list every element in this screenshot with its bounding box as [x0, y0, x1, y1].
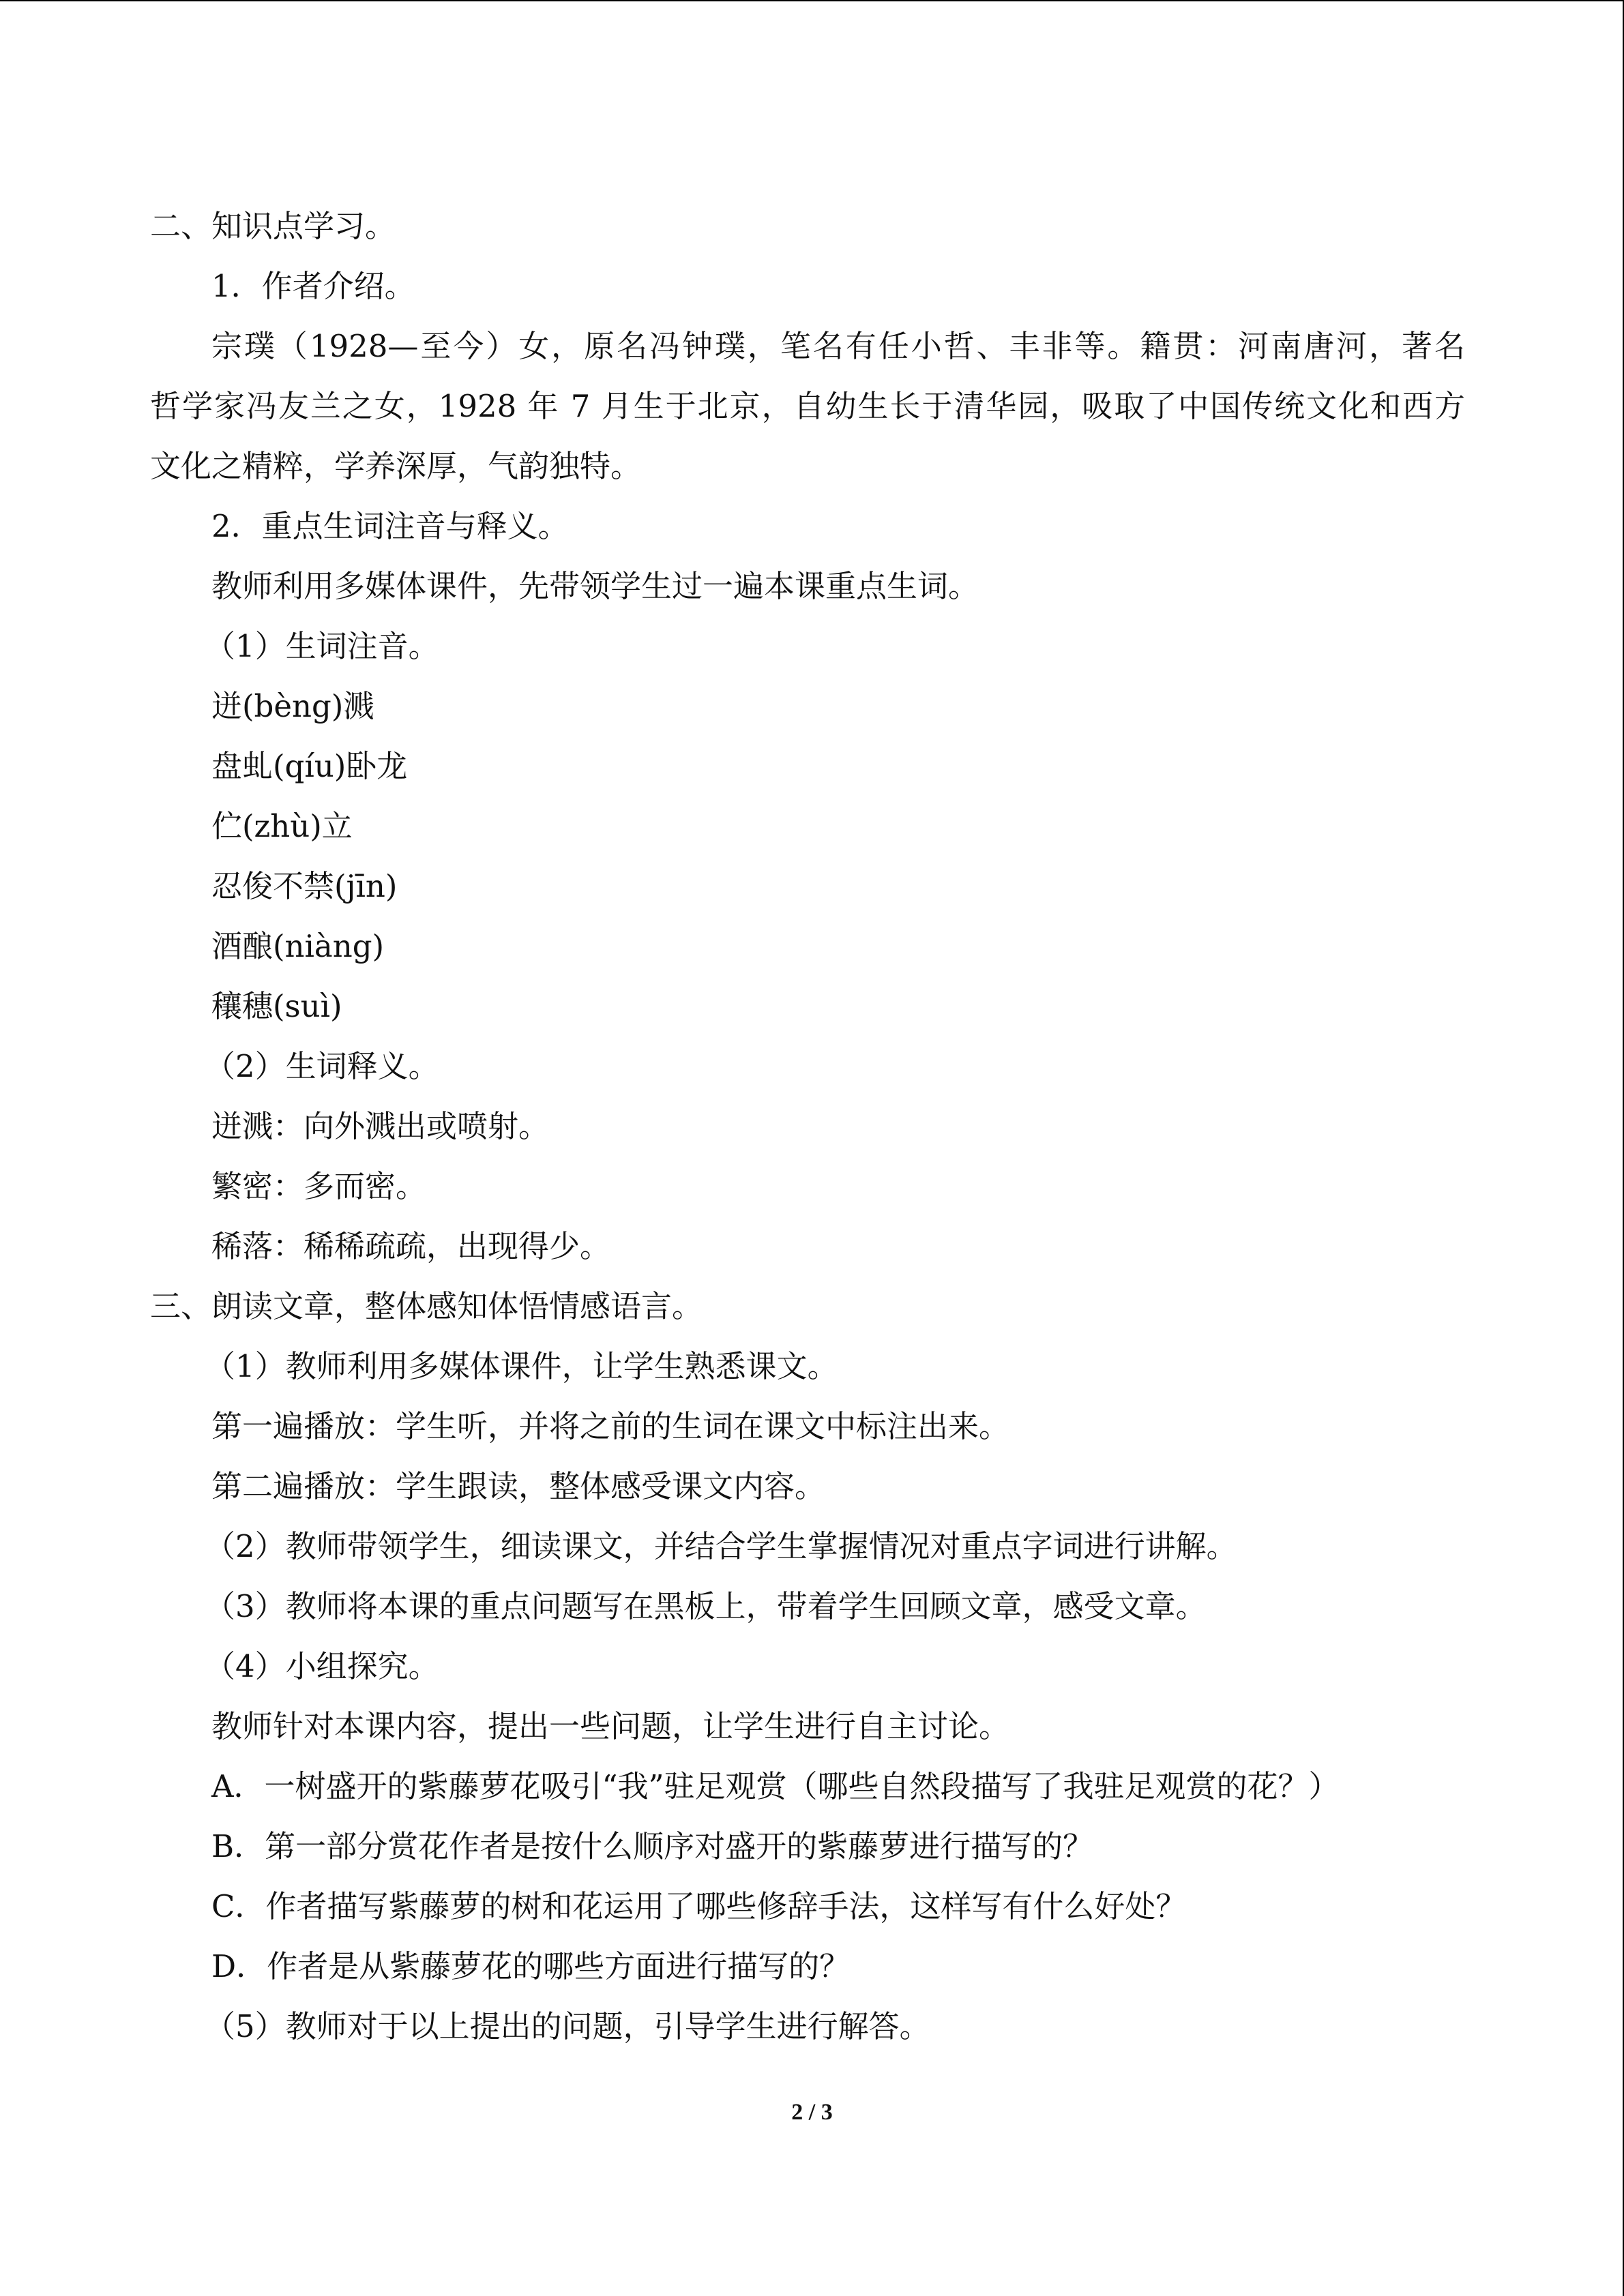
subheading-author-intro: 1．作者介绍。: [211, 268, 415, 304]
vocab-item: 伫(zhù)立: [211, 808, 353, 844]
list-heading: （1）生词注音。: [205, 628, 439, 664]
paragraph-line: 文化之精粹，学养深厚，气韵独特。: [150, 448, 642, 484]
paragraph-line: 第一遍播放：学生听，并将之前的生词在课文中标注出来。: [211, 1408, 1010, 1444]
page-number: 2 / 3: [791, 2100, 833, 2125]
vocab-item: 穰穗(suì): [211, 988, 342, 1024]
subheading-vocabulary: 2．重点生词注音与释义。: [211, 508, 569, 544]
vocab-item: 盘虬(qíu)卧龙: [211, 748, 408, 784]
paragraph-line: 哲学家冯友兰之女，1928 年 7 月生于北京，自幼生长于清华园，吸取了中国传统文化和西方: [150, 388, 1465, 424]
vocab-item: 迸(bèng)溅: [211, 688, 374, 724]
step-item: （3）教师将本课的重点问题写在黑板上，带着学生回顾文章，感受文章。: [205, 1588, 1207, 1624]
question-item: A．一树盛开的紫藤萝花吸引“我”驻足观赏（哪些自然段描写了我驻足观赏的花？）: [211, 1768, 1340, 1804]
definition-item: 繁密：多而密。: [211, 1168, 427, 1204]
definition-item: 稀落：稀稀疏疏，出现得少。: [211, 1228, 611, 1264]
step-item: （4）小组探究。: [205, 1648, 439, 1684]
vocab-item: 忍俊不禁(jīn): [211, 868, 398, 904]
question-item: D．作者是从紫藤萝花的哪些方面进行描写的？: [211, 1948, 851, 1984]
vocab-item: 酒酿(niàng): [211, 928, 385, 964]
section-heading-2: 二、知识点学习。: [150, 208, 396, 244]
step-item: （2）教师带领学生，细读课文，并结合学生掌握情况对重点字词进行讲解。: [205, 1528, 1237, 1564]
paragraph-line: 第二遍播放：学生跟读，整体感受课文内容。: [211, 1468, 826, 1504]
step-item: （5）教师对于以上提出的问题，引导学生进行解答。: [205, 2008, 930, 2044]
question-item: B．第一部分赏花作者是按什么顺序对盛开的紫藤萝进行描写的？: [211, 1828, 1094, 1864]
step-item: （1）教师利用多媒体课件，让学生熟悉课文。: [205, 1348, 838, 1384]
paragraph-line: 教师针对本课内容，提出一些问题，让学生进行自主讨论。: [211, 1708, 1010, 1744]
definition-item: 迸溅：向外溅出或喷射。: [211, 1108, 550, 1144]
list-heading: （2）生词释义。: [205, 1048, 439, 1084]
paragraph-line: 宗璞（1928—至今）女，原名冯钟璞，笔名有任小哲、丰非等。籍贯：河南唐河，著名: [211, 328, 1465, 364]
paragraph-line: 教师利用多媒体课件，先带领学生过一遍本课重点生词。: [211, 568, 979, 604]
question-item: C．作者描写紫藤萝的树和花运用了哪些修辞手法，这样写有什么好处？: [211, 1888, 1187, 1924]
section-heading-3: 三、朗读文章，整体感知体悟情感语言。: [150, 1288, 703, 1324]
